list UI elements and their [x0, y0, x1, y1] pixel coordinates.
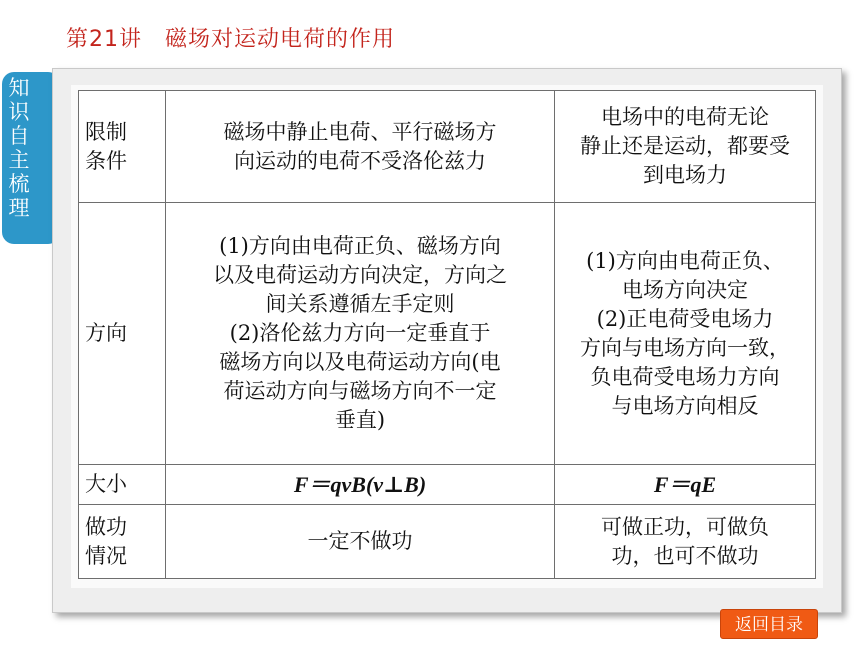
back-to-contents-button[interactable]: 返回目录 — [720, 609, 818, 639]
cell-line: (2)正电荷受电场力 — [596, 306, 774, 331]
row-label-cell — [79, 505, 166, 579]
comparison-table — [78, 90, 816, 579]
cell-line: 垂直) — [334, 408, 386, 432]
row-label: 限制 — [85, 119, 127, 144]
row-label: 条件 — [85, 148, 127, 173]
section-tab-char: 梳 — [8, 172, 30, 196]
electric-cell — [555, 91, 816, 203]
cell-line: 到电场力 — [643, 163, 727, 187]
section-tab-char: 主 — [8, 148, 30, 172]
cell-line: 可做正功，可做负 — [601, 514, 769, 539]
row-label: 做功 — [85, 514, 127, 539]
cell-line: 电场中的电荷无论 — [601, 105, 769, 129]
lorentz-force-formula: F＝qvB(v⊥B) — [293, 471, 427, 497]
magnetic-cell — [166, 505, 555, 579]
row-label: 情况 — [85, 543, 127, 568]
electric-cell — [555, 465, 816, 505]
page-title: 第21讲 磁场对运动电荷的作用 — [66, 27, 395, 52]
row-label-cell — [79, 203, 166, 465]
cell-line: (1)方向由电荷正负、 — [586, 248, 784, 273]
cell-line: 负电荷受电场力方向 — [590, 364, 780, 389]
table-row — [79, 505, 816, 579]
electric-cell — [555, 505, 816, 579]
cell-line: 荷运动方向与磁场方向不一定 — [223, 379, 497, 403]
table-row — [79, 91, 816, 203]
cell-line: 电场方向决定 — [622, 277, 748, 302]
cell-line: 向运动的电荷不受洛伦兹力 — [234, 148, 486, 173]
magnetic-cell — [166, 91, 555, 203]
section-tab-char: 理 — [8, 196, 30, 220]
section-tab-char: 识 — [8, 100, 30, 124]
cell-line: (1)方向由电荷正负、磁场方向 — [219, 234, 501, 258]
electric-force-formula: F＝qE — [653, 471, 717, 497]
cell-line: 方向与电场方向一致， — [580, 335, 790, 360]
cell-line: 静止还是运动，都要受 — [580, 134, 790, 158]
row-label-cell — [79, 91, 166, 203]
row-label-cell — [79, 465, 166, 505]
section-tab-char: 知 — [8, 76, 30, 100]
table-row — [79, 203, 816, 465]
table-row — [79, 465, 816, 505]
cell-line: 间关系遵循左手定则 — [265, 292, 455, 316]
row-label: 方向 — [85, 321, 127, 345]
magnetic-cell — [166, 203, 555, 465]
magnetic-cell — [166, 465, 555, 505]
cell-line: (2)洛伦兹力方向一定垂直于 — [229, 321, 491, 345]
cell-line: 磁场方向以及电荷运动方向(电 — [219, 350, 501, 374]
cell-line: 磁场中静止电荷、平行磁场方 — [223, 119, 497, 144]
cell-line: 功，也可不做功 — [611, 543, 759, 568]
cell-line: 一定不做功 — [307, 529, 413, 553]
cell-line: 与电场方向相反 — [611, 393, 759, 418]
cell-line: 以及电荷运动方向决定，方向之 — [213, 263, 507, 287]
electric-cell — [555, 203, 816, 465]
section-tab-char: 自 — [8, 124, 30, 148]
row-label: 大小 — [85, 472, 127, 496]
